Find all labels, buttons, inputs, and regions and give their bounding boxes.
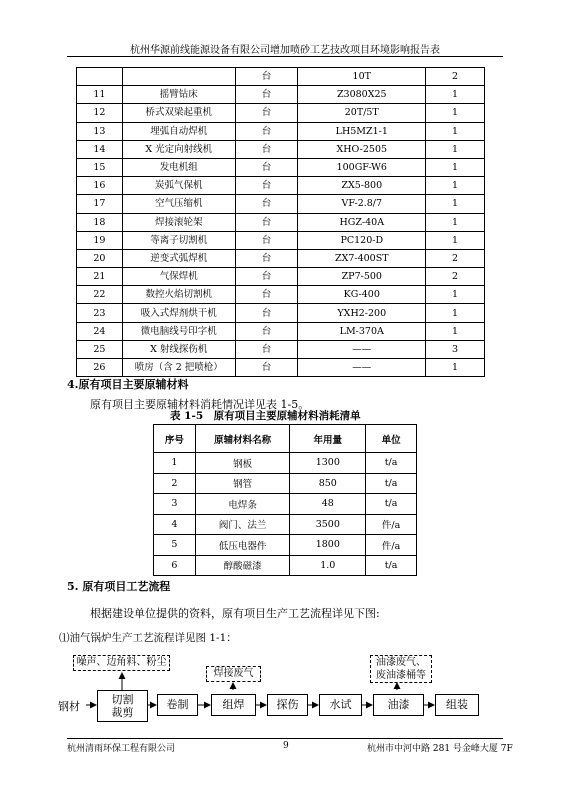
model-cell: —— [298,359,426,377]
emission-welding-gas: 焊接废气 [206,666,261,682]
name-cell: 等离子切割机 [122,231,235,249]
footer-address: 杭州市中河中路 281 号金峰大厦 7F [367,744,513,754]
seq-cell: 23 [77,304,123,322]
name-cell: 炭弧气保机 [122,177,235,195]
flow-step-water-test: 水试 [319,694,362,716]
model-cell: PC120-D [298,231,426,249]
flow-step-inspection: 探伤 [267,694,308,716]
name-cell: 焊接滚轮架 [122,213,235,231]
qty-cell: 1 [426,231,485,249]
name-cell: 空气压缩机 [122,195,235,213]
model-cell: HGZ-40A [298,213,426,231]
unit-cell: 台 [235,213,298,231]
seq-cell: 2 [154,473,196,494]
model-cell: LH5MZ1-1 [298,122,426,140]
qty-cell: 1 [426,122,485,140]
model-cell: VF-2.8/7 [298,195,426,213]
unit-cell: 台 [235,249,298,267]
model-cell: ZX7-400ST [298,249,426,267]
amount-cell: 1800 [290,535,366,556]
unit-cell: 台 [235,231,298,249]
section-4-intro: 原有项目主要原辅材料消耗情况详见表 1-5。 [90,398,310,411]
seq-cell: 12 [77,104,123,122]
page-header: 杭州华源前线能源设备有限公司增加喷砂工艺技改项目环境影响报告表 [130,45,440,56]
seq-cell: 3 [154,494,196,515]
unit-cell: 台 [235,86,298,104]
unit-cell: 台 [235,68,298,86]
unit-cell: 台 [235,304,298,322]
unit-cell: 台 [235,158,298,176]
seq-cell: 6 [154,555,196,576]
section-5-intro: 根据建设单位提供的资料，原有项目生产工艺流程详见下图: [90,607,380,620]
seq-cell: 24 [77,322,123,340]
unit-cell: t/a [366,453,417,474]
seq-cell: 13 [77,122,123,140]
name-cell: 气保焊机 [122,268,235,286]
model-cell: ZX5-800 [298,177,426,195]
amount-cell: 48 [290,494,366,515]
qty-cell: 3 [426,340,485,358]
column-header: 原辅材料名称 [195,425,290,453]
unit-cell: 台 [235,340,298,358]
qty-cell: 1 [426,158,485,176]
unit-cell: 台 [235,104,298,122]
model-cell: 10T [298,68,426,86]
column-header: 序号 [154,425,196,453]
qty-cell: 1 [426,359,485,377]
qty-cell: 1 [426,86,485,104]
column-header: 单位 [366,425,417,453]
qty-cell: 1 [426,213,485,231]
unit-cell: 台 [235,177,298,195]
model-cell: LM-370A [298,322,426,340]
model-cell: —— [298,340,426,358]
name-cell: 埋弧自动焊机 [122,122,235,140]
qty-cell: 1 [426,177,485,195]
unit-cell: 台 [235,195,298,213]
amount-cell: 1300 [290,453,366,474]
name-cell: 喷房（含 2 把喷枪） [122,359,235,377]
name-cell: 桥式双梁起重机 [122,104,235,122]
material-cell: 低压电器件 [195,535,290,556]
flow-step-welding: 组焊 [211,694,256,716]
amount-cell: 850 [290,473,366,494]
qty-cell: 1 [426,195,485,213]
unit-cell: 台 [235,286,298,304]
unit-cell: 台 [235,140,298,158]
model-cell: XHO-2505 [298,140,426,158]
qty-cell: 2 [426,68,485,86]
material-cell: 阀门、法兰 [195,514,290,535]
qty-cell: 2 [426,268,485,286]
unit-cell: 件/a [366,535,417,556]
unit-cell: 件/a [366,514,417,535]
qty-cell: 2 [426,249,485,267]
column-header: 年用量 [290,425,366,453]
unit-cell: t/a [366,494,417,515]
qty-cell: 1 [426,104,485,122]
qty-cell: 1 [426,304,485,322]
flow-step-painting: 油漆 [373,694,424,716]
emission-noise-dust: 噪声、边角料、粉尘 [73,655,170,671]
material-cell: 醇酸磁漆 [195,555,290,576]
model-cell: Z3080X25 [298,86,426,104]
seq-cell: 19 [77,231,123,249]
seq-cell: 17 [77,195,123,213]
name-cell: X 射线探伤机 [122,340,235,358]
flow-input-steel: 钢材 [58,700,80,713]
section-4-title: 4.原有项目主要原辅材料 [67,378,189,391]
unit-cell: 台 [235,268,298,286]
amount-cell: 1.0 [290,555,366,576]
material-cell: 钢板 [195,453,290,474]
model-cell: ZP7-500 [298,268,426,286]
model-cell: 20T/5T [298,104,426,122]
emission-paint: 油漆废气、 废油漆桶等 [370,655,432,683]
qty-cell: 1 [426,322,485,340]
name-cell: 微电脑线号印字机 [122,322,235,340]
seq-cell: 5 [154,535,196,556]
unit-cell: 台 [235,322,298,340]
seq-cell: 4 [154,514,196,535]
material-cell: 钢管 [195,473,290,494]
seq-cell: 26 [77,359,123,377]
unit-cell: 台 [235,359,298,377]
name-cell: X 光定向射线机 [122,140,235,158]
unit-cell: t/a [366,555,417,576]
seq-cell: 15 [77,158,123,176]
seq-cell: 25 [77,340,123,358]
model-cell: 100GF-W6 [298,158,426,176]
qty-cell: 1 [426,140,485,158]
section-5-sub: ⑴油气锅炉生产工艺流程详见图 1-1： [59,632,237,644]
seq-cell: 22 [77,286,123,304]
table-1-5-caption: 表 1-5 原有项目主要原辅材料消耗清单 [170,410,361,422]
footer-company: 杭州清雨环保工程有限公司 [67,744,176,754]
seq-cell: 18 [77,213,123,231]
unit-cell: 台 [235,122,298,140]
seq-cell: 1 [154,453,196,474]
name-cell: 数控火焰切割机 [122,286,235,304]
amount-cell: 3500 [290,514,366,535]
flow-step-cutting: 切割 裁剪 [97,690,148,722]
model-cell: KG-400 [298,286,426,304]
flow-step-assembly: 组装 [435,694,479,716]
footer-page-number: 9 [283,741,289,751]
section-5-title: 5. 原有项目工艺流程 [67,580,171,593]
seq-cell: 11 [77,86,123,104]
name-cell: 发电机组 [122,158,235,176]
seq-cell: 21 [77,268,123,286]
seq-cell: 14 [77,140,123,158]
seq-cell: 16 [77,177,123,195]
footer-rule [67,738,503,739]
name-cell: 逆变式弧焊机 [122,249,235,267]
unit-cell: t/a [366,473,417,494]
name-cell: 摇臂钻床 [122,86,235,104]
qty-cell: 1 [426,286,485,304]
name-cell: 吸入式焊剂烘干机 [122,304,235,322]
seq-cell: 20 [77,249,123,267]
flow-step-rolling: 卷制 [157,694,198,716]
material-cell: 电焊条 [195,494,290,515]
model-cell: YXH2-200 [298,304,426,322]
